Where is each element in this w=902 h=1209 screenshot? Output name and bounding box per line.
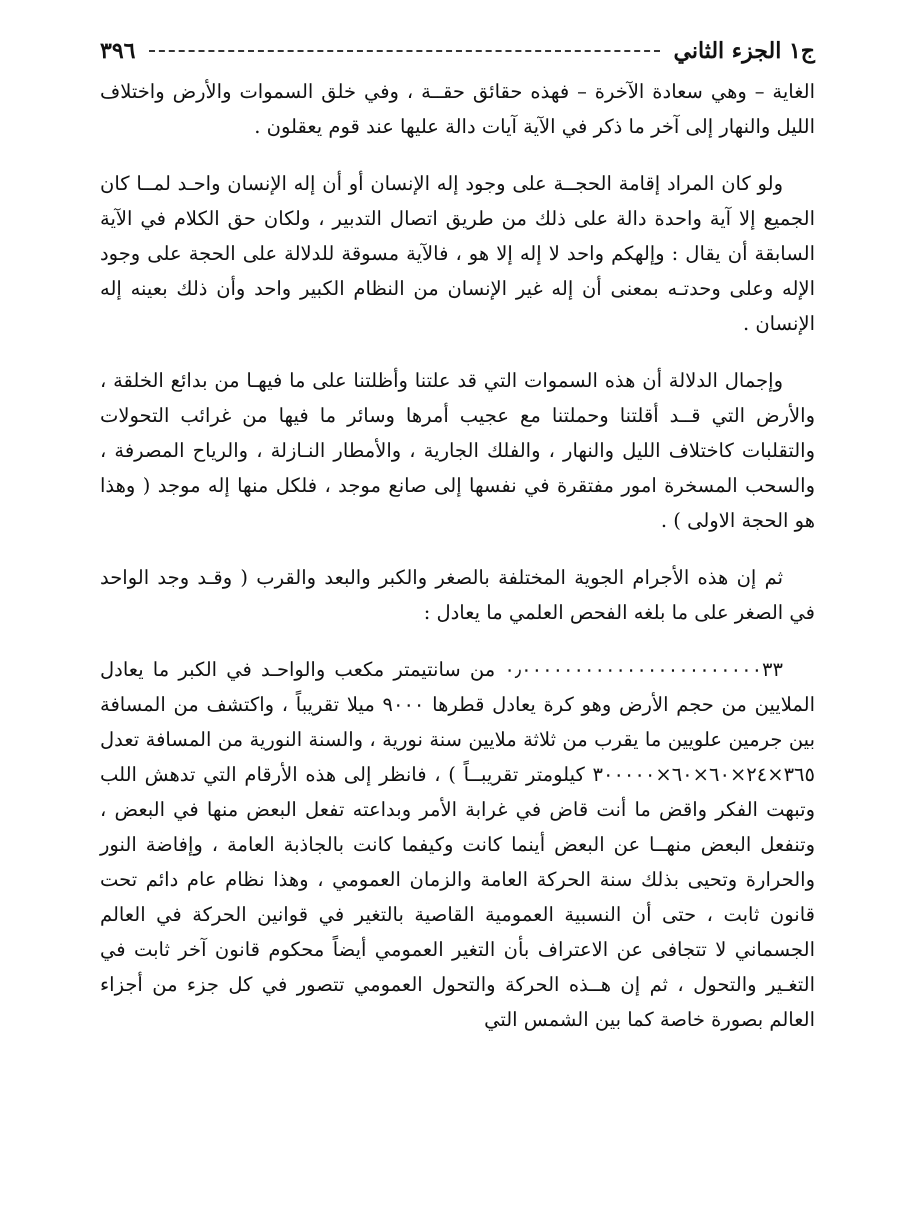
paragraph-5: ٠٫٠٠٠٠٠٠٠٠٠٠٠٠٠٠٠٠٠٠٠٠٠٠٠٣٣ من سانتيمتر مكعب والواحـد في الكبر ما يعادل الملايين من حجم الأرض وهو كرة يعادل قطرها ٩٠٠٠ ميلا تقريباً ، واكتشف من المسافة بين جرمين علويين ما يقرب من ثلاثة ملايين سنة نورية ، والسنة النورية من المسافة تعدل ٣٦٥×٢٤×٦٠×٦٠×٣٠٠٠٠٠ كيلومتر تقريبــاً ) ، فانظر إلى هذه الأرقام التي تدهش اللب وتبهت الفكر واقض ما أنت قاض في غرابة الأمر وبداعته تفعل البعض منها في البعض ، وتنفعل البعض منهــا عن البعض أينما كانت وكيفما كانت بالجاذبة العامة ، وإفاضة النور والحرارة وتحيى بذلك سنة الحركة العامة والزمان العمومي ، وهذا نظام عام دائم تحت قانون ثابت ، حتى أن النسبية العمومية القاصية بالتغير في قوانين الحركة في العالم الجسماني لا تتجافى عن الاعتراف بأن التغير العمومي أيضاً محكوم قانون آخر ثابت في التغـير والتحول ، ثم إن هــذه الحركة والتحول العمومي تتصور في كل جزء من أجزاء العالم بصورة خاصة كما بين الشمس التي [100, 658, 815, 1031]
paragraph-3: وإجمال الدلالة أن هذه السموات التي قد علتنا وأظلتنا على ما فيهـا من بدائع الخلقة ، والأرض التي قــد أقلتنا وحملتنا مع عجيب أمرها وسائر ما فيها من غرائب التحولات والتقلبات كاختلاف الليل والنهار ، والفلك الجارية ، والأمطار النـازلة ، والرياح المصرفة ، والسحب المسخرة امور مفتقرة في نفسها إلى صانع موجد ، فلكل منها إله موجد ( وهذا هو الحجة الاولى ) . [100, 369, 815, 532]
paragraph-gap [100, 144, 815, 166]
header-rule [149, 50, 659, 52]
paragraph-gap [100, 538, 815, 560]
paragraph-4: ثم إن هذه الأجرام الجوية المختلفة بالصغر والكبر والبعد والقرب ( وقـد وجد الواحد في الصغر على ما بلغه الفحص العلمي ما يعادل : [100, 566, 815, 624]
running-header [100, 30, 815, 72]
page-number: ٣٩٦ [100, 38, 136, 64]
paragraph-gap [100, 630, 815, 652]
book-page [100, 30, 815, 1037]
paragraph-2: ولو كان المراد إقامة الحجــة على وجود إله الإنسان أو أن إله الإنسان واحـد لمــا كان الجميع إلا آية واحدة دالة على ذلك من طريق اتصال التدبير ، ولكان حق الكلام في الآية السابقة أن يقال : وإلهكم واحد لا إله إلا هو ، فالآية مسوقة للدلالة على الحجة على وجود الإله وعلى وحدتـه بمعنى أن إله غير الإنسان من النظام الكبير واحد وأن ذلك بعينه إله الإنسان . [100, 172, 815, 335]
paragraph-1: الغاية – وهي سعادة الآخرة – فهذه حقائق حقــة ، وفي خلق السموات والأرض واختلاف الليل والنهار إلى آخر ما ذكر في الآية آيات دالة عليها عند قوم يعقلون . [100, 80, 815, 138]
running-head-title: ج١ الجزء الثاني [673, 38, 815, 64]
paragraph-gap [100, 341, 815, 363]
